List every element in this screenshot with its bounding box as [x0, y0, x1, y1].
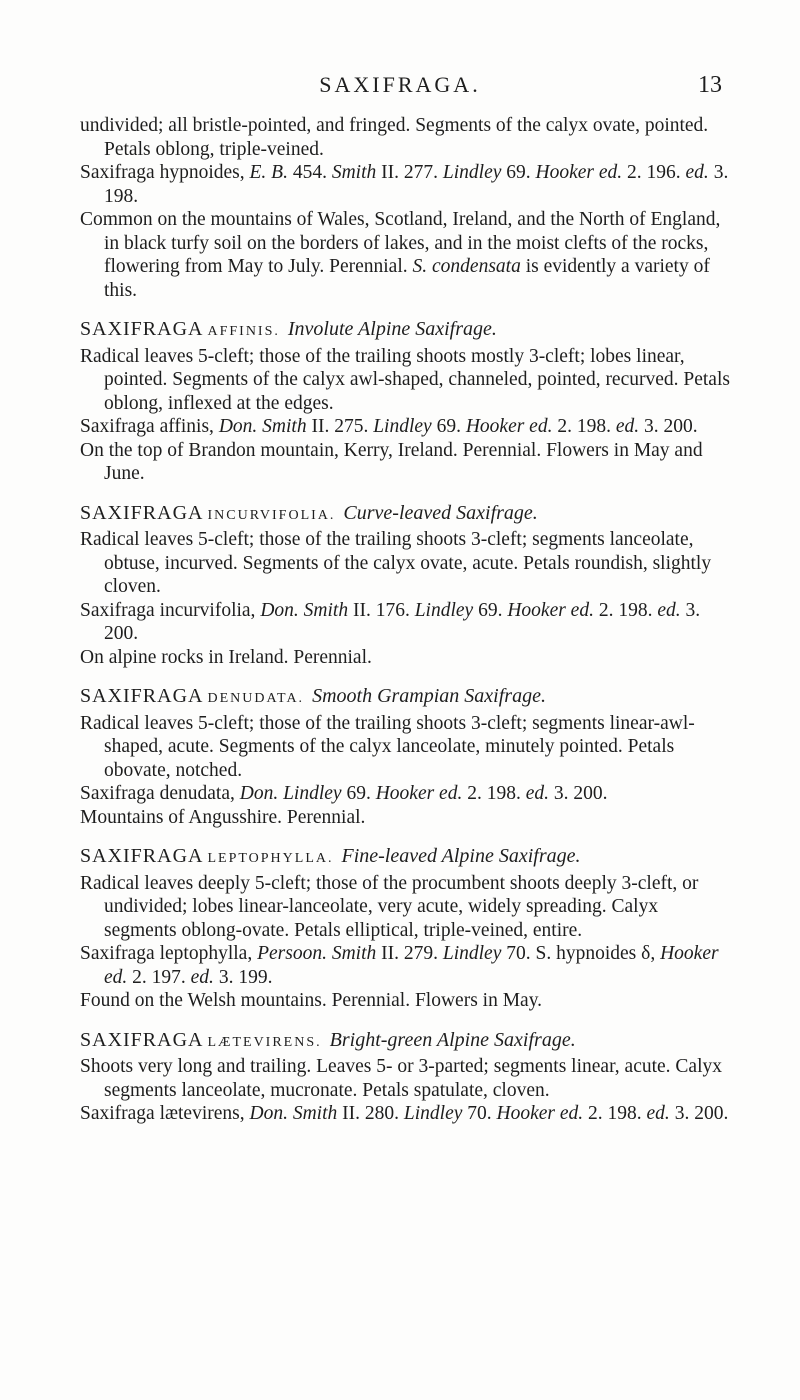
genus: SAXIFRAGA	[80, 318, 204, 340]
entry-heading	[80, 318, 730, 344]
page-header	[0, 72, 800, 112]
common-name: Fine-leaved Alpine Saxifrage.	[341, 845, 581, 867]
references: Saxifraga incurvifolia, Don. Smith II. 176. Lindley 69. Hooker ed. 2. 198. ed. 3. 200.	[80, 599, 701, 644]
author: Don.	[260, 599, 299, 621]
references: Saxifraga hypnoides, E. B. 454. Smith II. 277. Lindley 69. Hooker ed. 2. 196. ed. 3. 198.	[80, 162, 729, 207]
page-number: 13	[698, 72, 722, 98]
common-name: Curve-leaved Saxifrage.	[343, 501, 538, 524]
species-entry	[80, 685, 730, 829]
description: Shoots very long and trailing. Leaves 5- or 3-parted; segments linear, acute. Calyx segments lanceolate, mucronate. Petals spatulate, cloven.	[80, 1056, 722, 1101]
species: LÆTEVIRENS.	[207, 1034, 322, 1050]
entry-heading	[80, 845, 730, 871]
habitat: On the top of Brandon mountain, Kerry, Ireland. Perennial. Flowers in May and June.	[80, 439, 703, 484]
description: Radical leaves 5-cleft; those of the trailing shoots 3-cleft; segments linear-awl-shaped, acute. Segments of the calyx lanceolate, minutely pointed. Petals obovate, notched.	[80, 712, 695, 781]
genus: SAXIFRAGA	[80, 845, 204, 867]
species-entry	[80, 502, 730, 670]
author: Smith	[262, 416, 307, 437]
continued-entry	[80, 114, 730, 302]
species-entry	[80, 318, 730, 486]
species-entry	[80, 1029, 730, 1126]
description: Radical leaves 5-cleft; those of the trailing shoots 3-cleft; segments lanceolate, obtuse, incurved. Segments of the calyx ovate, acute. Petals roundish, slightly cloven.	[80, 529, 712, 597]
author: ed.	[190, 966, 214, 988]
author: Smith	[292, 1103, 338, 1124]
author: Smith	[303, 599, 349, 621]
entry-heading	[80, 685, 730, 711]
habitat: On alpine rocks in Ireland. Perennial.	[80, 646, 372, 668]
habitat: Found on the Welsh mountains. Perennial. Flowers in May.	[80, 990, 543, 1011]
habitat: Common on the mountains of Wales, Scotland, Ireland, and the North of England, in black turfy soil on the borders of lakes, and in the moist clefts of the rocks, flowering from May to July. Perennial. S. condensata is evidently a variety of this.	[80, 209, 721, 301]
author: Hooker ed.	[375, 783, 463, 804]
references: Saxifraga affinis, Don. Smith II. 275. Lindley 69. Hooker ed. 2. 198. ed. 3. 200.	[80, 416, 698, 437]
common-name: Smooth Grampian Saxifrage.	[312, 685, 546, 707]
author: Lindley	[442, 943, 502, 964]
author: Hooker ed.	[496, 1103, 584, 1124]
author: ed.	[615, 416, 640, 437]
author: Hooker ed.	[104, 943, 719, 988]
species: LEPTOPHYLLA.	[207, 851, 334, 866]
running-title: SAXIFRAGA.	[319, 72, 481, 97]
species-entry	[80, 845, 730, 1013]
entry-heading	[80, 1029, 730, 1055]
genus: SAXIFRAGA	[80, 1028, 204, 1051]
author: Lindley	[373, 416, 432, 437]
genus: SAXIFRAGA	[80, 685, 204, 707]
entry-heading	[80, 502, 730, 528]
habitat: Mountains of Angusshire. Perennial.	[80, 806, 366, 828]
author: ed.	[525, 783, 549, 804]
author: Don.	[239, 783, 279, 804]
author: ed.	[646, 1103, 670, 1124]
author: ed.	[657, 599, 681, 621]
author: Persoon.	[257, 943, 327, 964]
author: ed.	[685, 162, 709, 183]
author: Hooker ed.	[465, 416, 553, 437]
author: Lindley	[442, 162, 502, 183]
species: DENUDATA.	[207, 691, 305, 706]
species-name: S. condensata	[412, 256, 521, 277]
common-name: Bright-green Alpine Saxifrage.	[329, 1028, 576, 1051]
author: Smith	[331, 943, 377, 964]
references: Saxifraga leptophylla, Persoon. Smith II. 279. Lindley 70. S. hypnoides δ, Hooker ed. 2. 197. ed. 3. 199.	[80, 943, 719, 988]
author: Don.	[218, 416, 258, 437]
description: Radical leaves deeply 5-cleft; those of the procumbent shoots deeply 3-cleft, or undivided; lobes linear-lanceolate, very acute, widely spreading. Calyx segments oblong-ovate. Petals elliptical, triple-veined, entire.	[80, 872, 699, 941]
references: Saxifraga lætevirens, Don. Smith II. 280. Lindley 70. Hooker ed. 2. 198. ed. 3. 200.	[80, 1103, 729, 1124]
page-body	[80, 114, 730, 1126]
author: Lindley	[414, 599, 474, 621]
author: Hooker ed.	[507, 599, 594, 621]
author: E. B.	[249, 162, 288, 183]
author: Don.	[249, 1103, 288, 1124]
description: undivided; all bristle-pointed, and fringed. Segments of the calyx ovate, pointed. Petals oblong, triple-veined.	[80, 115, 709, 160]
author: Lindley	[283, 783, 342, 804]
author: Hooker ed.	[535, 162, 623, 183]
author: Lindley	[403, 1103, 463, 1124]
description: Radical leaves 5-cleft; those of the trailing shoots mostly 3-cleft; lobes linear, pointed. Segments of the calyx awl-shaped, channeled, pointed, recurved. Petals oblong, inflexed at the edges.	[80, 345, 730, 414]
references: Saxifraga denudata, Don. Lindley 69. Hooker ed. 2. 198. ed. 3. 200.	[80, 783, 608, 804]
genus: SAXIFRAGA	[80, 501, 204, 524]
author: Smith	[331, 162, 377, 183]
species: INCURVIFOLIA.	[207, 507, 336, 523]
common-name: Involute Alpine Saxifrage.	[287, 318, 497, 340]
species: AFFINIS.	[207, 324, 280, 339]
